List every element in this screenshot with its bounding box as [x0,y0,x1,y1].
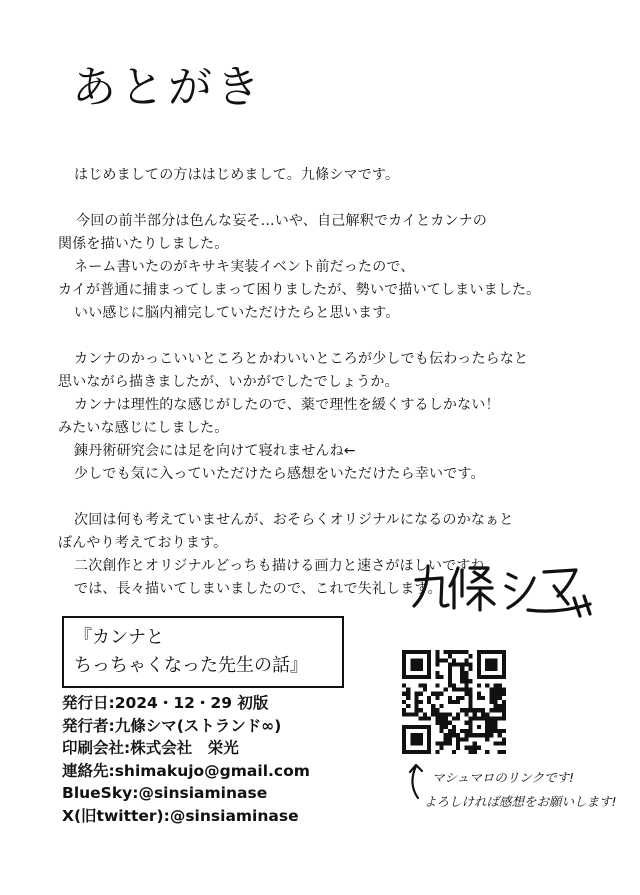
qr-note-line: よろしければ感想をお願いします! [424,794,617,809]
author-signature-image [408,558,598,620]
body-line: 思いながら描きましたが、いかがでしたでしょうか。 [58,374,399,390]
body-line: ネーム書いたのがキサキ実装イベント前だったので、 [74,259,415,275]
bluesky-handle: BlueSky:@sinsiaminase [62,784,268,802]
colophon [62,692,362,827]
body-line: いい感じに脳内補完していただけたらと思います。 [74,305,400,321]
publisher: 発行者:九條シマ(ストランド∞) [62,716,282,735]
body-line: カイが普通に捕まってしまって困りましたが、勢いで描いてしまいました。 [58,282,541,298]
body-line: みたいな感じにしました。 [58,420,229,436]
body-line: はじめましての方ははじめまして。九條シマです。 [74,167,400,183]
body-line: カンナのかっこいいところとかわいいところが少しでも伝わったらなと [74,351,529,367]
afterword-title: あとがき [72,62,264,113]
body-line: 錬丹術研究会には足を向けて寝れませんね← [74,443,356,459]
book-title-box [62,616,344,688]
x-handle: X(旧twitter):@sinsiaminase [62,806,299,825]
contact-email: 連絡先:shimakujo@gmail.com [62,761,310,780]
qr-note [404,762,624,822]
book-title-line: 『カンナと [74,627,164,648]
printer: 印刷会社:株式会社 栄光 [62,739,239,757]
body-line: 関係を描いたりしました。 [58,236,229,252]
paragraph-gap [74,325,584,348]
publish-date: 発行日:2024・12・29 初版 [62,694,269,712]
body-line: では、長々描いてしまいましたので、これで失礼します。 [74,581,442,597]
paragraph-gap [74,486,584,509]
qr-note-line: マシュマロのリンクです! [432,770,575,785]
body-line: ぼんやり考えております。 [58,535,228,551]
book-title-line: ちっちゃくなった先生の話』 [74,655,308,676]
body-line: 二次創作とオリジナルどっちも描ける画力と速さがほしいですね。 [74,558,500,574]
marshmallow-qr-code[interactable] [402,650,506,754]
afterword-body [58,164,584,601]
body-line: 少しでも気に入っていただけたら感想をいただけたら幸いです。 [74,466,485,482]
body-line: 今回の前半部分は色んな妄そ…いや、自己解釈でカイとカンナの [76,213,488,229]
body-line: 次回は何も考えていませんが、おそらくオリジナルになるのかなぁと [74,512,514,528]
paragraph-gap [74,187,584,210]
body-line: カンナは理性的な感じがしたので、薬で理性を緩くするしかない！ [74,397,500,413]
